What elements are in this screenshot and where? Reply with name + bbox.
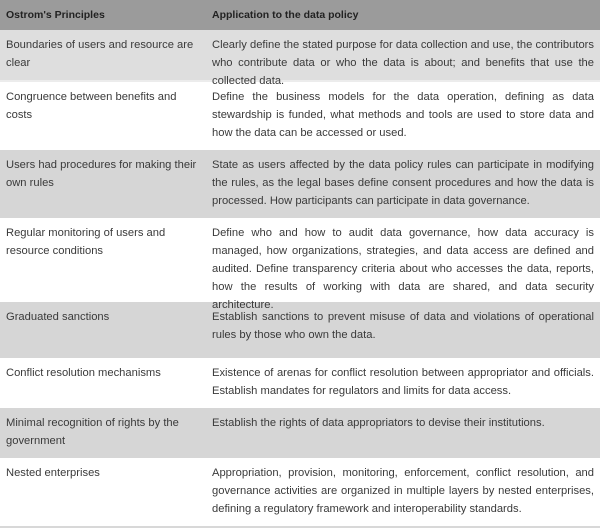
application-cell: Appropriation, provision, monitoring, enforcement, conflict resolution, and governance activities are organized in multiple layers by nested enterprises, defining a regulatory framework and interoperability standards.: [212, 467, 594, 515]
application-cell: Clearly define the stated purpose for data collection and use, the contributors who contribute data or who the data is about; and benefits that use the collected data.: [212, 39, 594, 87]
table-row: [0, 30, 600, 87]
header-application: Application to the data policy: [212, 9, 359, 21]
principle-cell: Boundaries of users and resource are clear: [6, 39, 194, 69]
application-cell: Define the business models for the data operation, defining as data stewardship is funded, what methods and tools are used to store data and how the data can be accessed or used.: [212, 91, 594, 139]
principle-cell: Users had procedures for making their own rules: [6, 159, 197, 189]
header-principles: Ostrom's Principles: [6, 9, 105, 21]
table-row: [0, 302, 600, 358]
principle-cell: Regular monitoring of users and resource conditions: [6, 227, 166, 257]
principle-cell: Nested enterprises: [6, 467, 100, 479]
table-row: [0, 458, 600, 526]
table-row: [0, 358, 600, 408]
principle-cell: Graduated sanctions: [6, 311, 110, 323]
application-cell: Establish the rights of data appropriators to devise their institutions.: [212, 417, 545, 429]
principle-cell: Congruence between benefits and costs: [6, 91, 177, 121]
application-cell: State as users affected by the data policy rules can participate in modifying the rules, as the legal bases define consent procedures and how the data is processed. How participants can participate in data governance.: [212, 159, 594, 207]
application-cell: Existence of arenas for conflict resolution between appropriator and officials. Establish mandates for regulators and limits for data access.: [212, 367, 594, 397]
principle-cell: Minimal recognition of rights by the government: [6, 417, 179, 447]
table-row: [0, 150, 600, 218]
principle-cell: Conflict resolution mechanisms: [6, 367, 161, 379]
table-header: [0, 0, 600, 30]
table-row: [0, 80, 600, 150]
table-row: [0, 218, 600, 311]
application-cell: Define who and how to audit data governance, how data accuracy is managed, how organizations, strategies, and data access are defined and audited. Define transparency criteria about who accesses the data, reports, how the results of working with data are shared, and data security architecture.: [212, 227, 594, 311]
table-row: [0, 408, 600, 458]
application-cell: Establish sanctions to prevent misuse of data and violations of operational rules by those who own the data.: [212, 311, 594, 341]
